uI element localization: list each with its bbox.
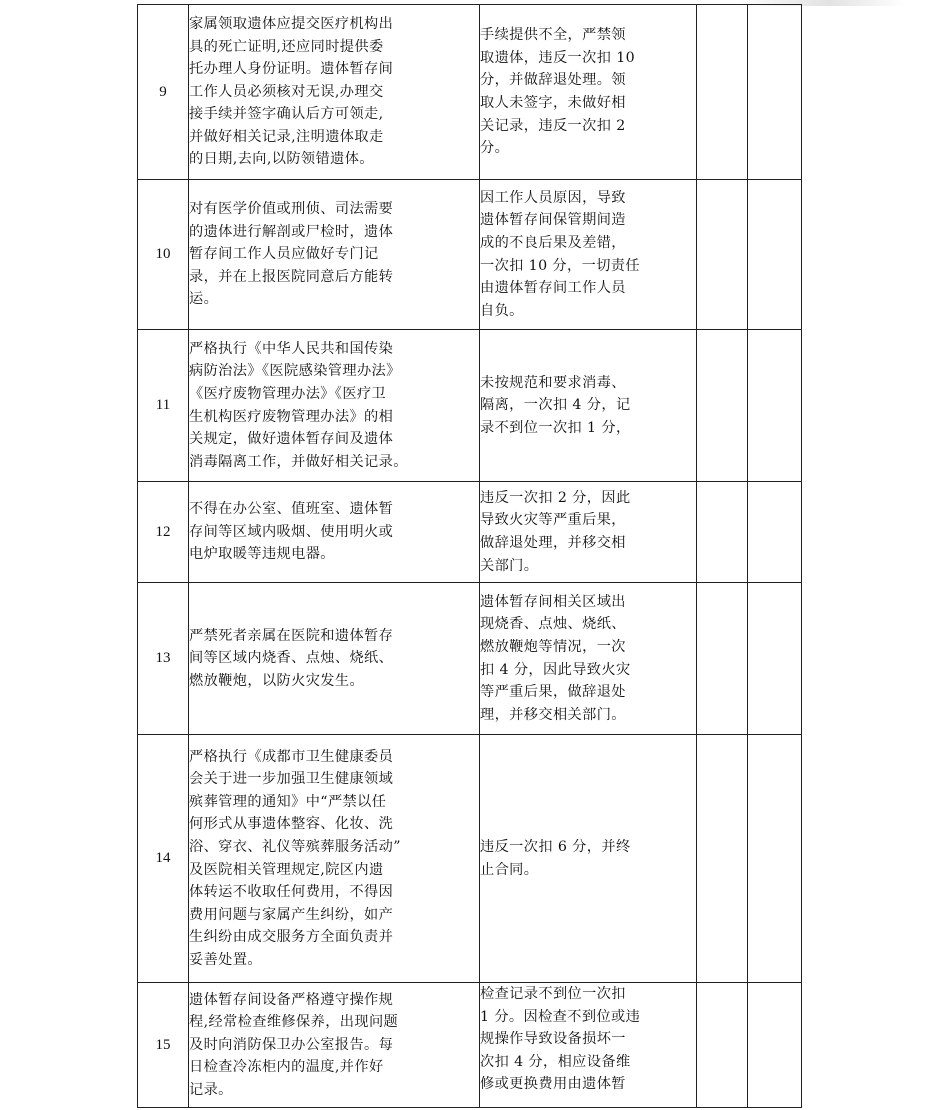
penalty-cell [480, 482, 697, 583]
penalty-text: 未按规范和要求消毒、 隔离，一次扣 4 分，记 录不到位一次扣 1 分， [480, 374, 631, 436]
penalty-text: 违反一次扣 6 分，并终 止合同。 [480, 838, 631, 878]
penalty-cell [480, 583, 697, 735]
rule-content [189, 482, 480, 583]
penalty-text: 遗体暂存间相关区域出 现烧香、点烛、烧纸、 燃放鞭炮等情况，一次 扣 4 分，因此导致火灾 等严重后果，做辞退处 理，并移交相关部门。 [480, 593, 631, 723]
score-cell [697, 180, 748, 330]
row-number: 11 [138, 330, 189, 482]
penalty-text: 因工作人员原因，导致 遗体暂存间保管期间造 成的不良后果及差错， 一次扣 10 分，一切责任 由遗体暂存间工作人员 自负。 [480, 189, 640, 319]
penalty-cell [480, 180, 697, 330]
rule-text: 严禁死者亲属在医院和遗体暂存 间等区域内烧香、点烛、烧纸、 燃放鞭炮，以防火灾发生。 [189, 627, 394, 689]
rule-content [189, 583, 480, 735]
score-cell [697, 5, 748, 180]
score-cell [697, 330, 748, 482]
rule-text: 严格执行《成都市卫生健康委员 会关于进一步加强卫生健康领域 殡葬管理的通知》中“严禁以任 何形式从事遗体整容、化妆、洗 浴、穿衣、礼仪等殡葬服务活动” 及医院相关管理规定,院区内遗 体转运不收取任何费用，不得因 费用问题与家属产生纠纷，如产 生纠纷由成交服务方全面负责并 妥善处置。 [189, 748, 401, 968]
score-cell [697, 583, 748, 735]
score-cell [697, 735, 748, 983]
remark-cell [748, 5, 802, 180]
rules-table [137, 4, 802, 1108]
remark-cell [748, 735, 802, 983]
remark-cell [748, 180, 802, 330]
row-number: 15 [138, 983, 189, 1108]
penalty-cell [480, 735, 697, 983]
remark-cell [748, 583, 802, 735]
row-number: 10 [138, 180, 189, 330]
rule-text: 对有医学价值或刑侦、司法需要 的遗体进行解剖或尸检时，遗体 暂存间工作人员应做好专门记 录，并在上报医院同意后方能转 运。 [189, 201, 394, 308]
penalty-cell [480, 330, 697, 482]
rule-content [189, 983, 480, 1108]
table-row [138, 735, 802, 983]
remark-cell [748, 330, 802, 482]
row-number: 14 [138, 735, 189, 983]
rule-text: 家属领取遗体应提交医疗机构出 具的死亡证明,还应同时提供委 托办理人身份证明。遗体暂存间 工作人员必须核对无误,办理交 接手续并签字确认后方可领走, 并做好相关记录,注明遗体取走 的日期,去向,以防领错遗体。 [189, 15, 394, 168]
remark-cell [748, 983, 802, 1108]
table-row [138, 583, 802, 735]
penalty-text: 违反一次扣 2 分，因此 导致火灾等严重后果， 做辞退处理，并移交相 关部门。 [480, 489, 631, 574]
rule-content [189, 5, 480, 180]
rule-text: 不得在办公室、值班室、遗体暂 存间等区域内吸烟、使用明火或 电炉取暖等违规电器。 [189, 501, 394, 563]
rule-text: 严格执行《中华人民共和国传染 病防治法》《医院感染管理办法》 《医疗废物管理办法》《医疗卫 生机构医疗废物管理办法》的相 关规定，做好遗体暂存间及遗体 消毒隔离工作，并做好相关记录。 [189, 340, 408, 470]
rule-content [189, 330, 480, 482]
row-number: 9 [138, 5, 189, 180]
score-cell [697, 482, 748, 583]
remark-cell [748, 482, 802, 583]
rule-content [189, 735, 480, 983]
table-row [138, 180, 802, 330]
row-number: 13 [138, 583, 189, 735]
row-number: 12 [138, 482, 189, 583]
table-row [138, 5, 802, 180]
table-row [138, 482, 802, 583]
rule-text: 遗体暂存间设备严格遵守操作规 程,经常检查维修保养，出现问题 及时向消防保卫办公室报告。每 日检查冷冻柜内的温度,并作好 记录。 [189, 991, 399, 1098]
score-cell [697, 983, 748, 1108]
table-row [138, 330, 802, 482]
penalty-cell [480, 5, 697, 180]
table-row [138, 983, 802, 1108]
rule-content [189, 180, 480, 330]
penalty-text: 手续提供不全，严禁领 取遗体，违反一次扣 10 分，并做辞退处理。领 取人未签字，未做好相 关记录，违反一次扣 2 分。 [480, 27, 636, 157]
penalty-cell [480, 983, 697, 1108]
penalty-text: 检查记录不到位一次扣 1 分。因检查不到位或违 规操作导致设备损坏一 次扣 4 分，相应设备维 修或更换费用由遗体暂 [480, 986, 641, 1093]
